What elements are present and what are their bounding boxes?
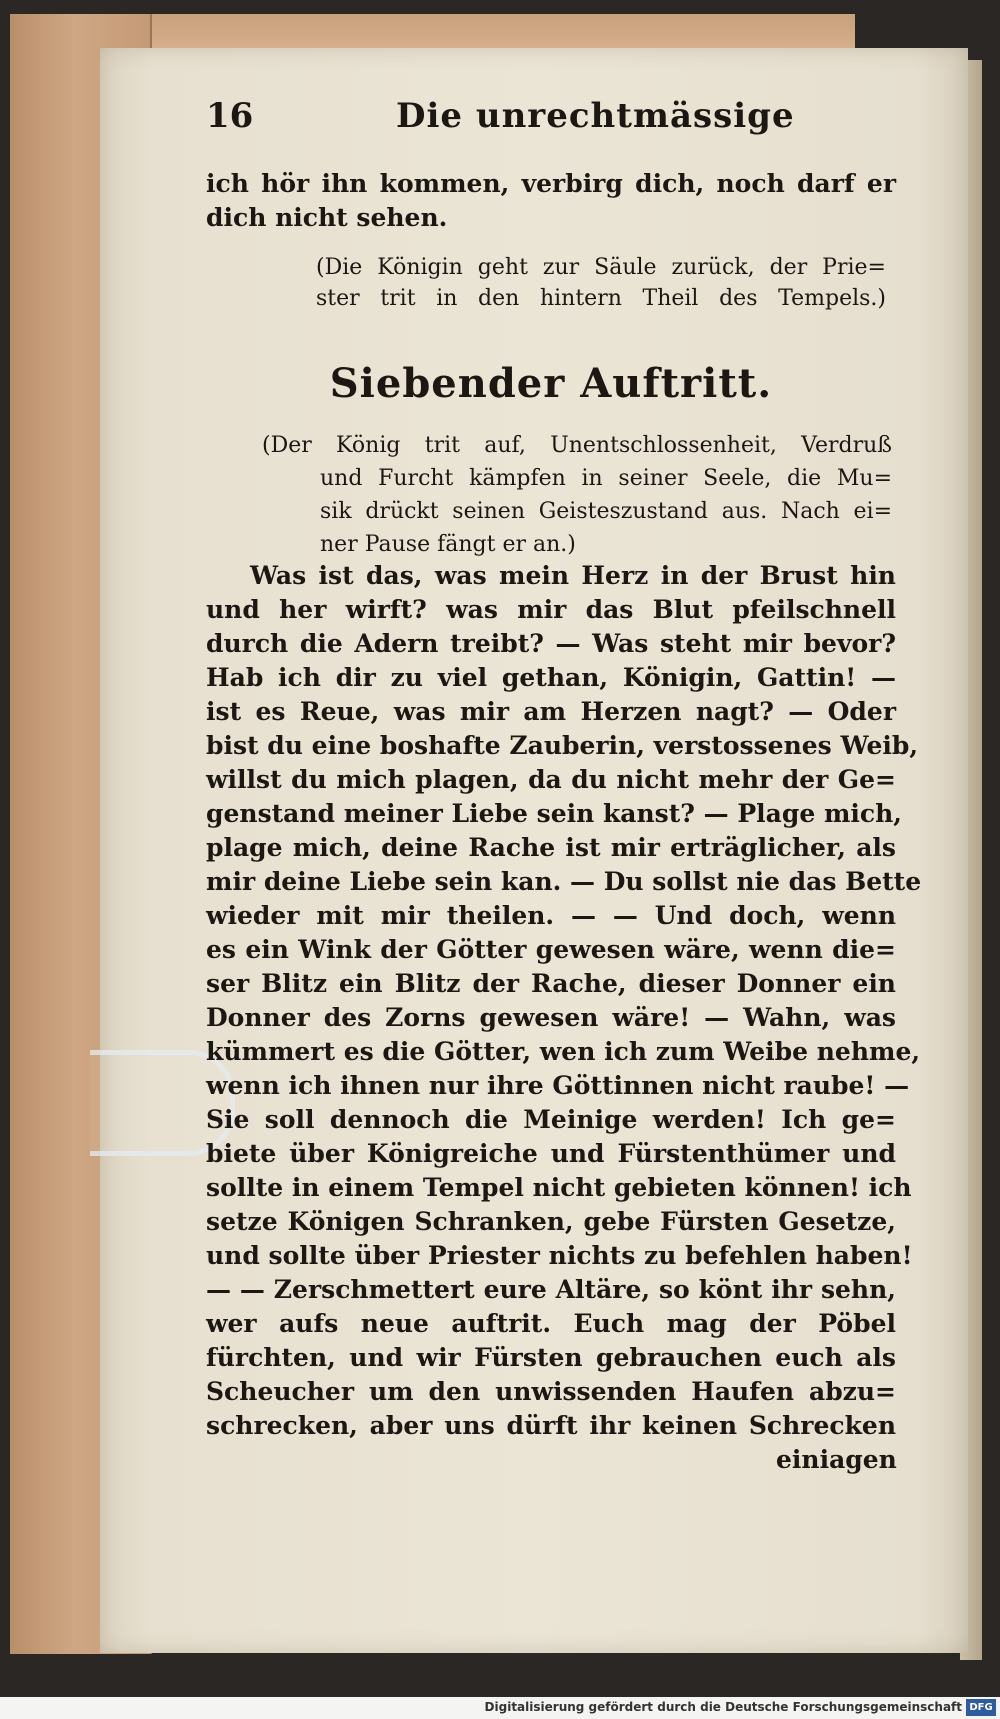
stage-line: (Die Königin geht zur Säule zurück, der Prie= (316, 255, 886, 280)
dfg-logo: DFG (966, 1699, 996, 1716)
text-line: und sollte über Priester nichts zu befehlen haben! (206, 1241, 913, 1270)
text-line: bist du eine boshafte Zauberin, verstossenes Weib, (206, 731, 919, 760)
stage-line: und Furcht kämpfen in seiner Seele, die Mu= (320, 466, 892, 491)
running-head: Die unrechtmässige (396, 96, 795, 136)
digitization-credit: Digitalisierung gefördert durch die Deutsche Forschungsgemeinschaft (484, 1700, 962, 1714)
stage-line: (Der König trit auf, Unentschlossenheit, Verdruß (262, 433, 892, 458)
text-line: Donner des Zorns gewesen wäre! — Wahn, was (206, 1003, 896, 1032)
text-line: setze Königen Schranken, gebe Fürsten Gesetze, (206, 1207, 896, 1236)
stage-line: sik drückt seinen Geisteszustand aus. Nach ei= (320, 499, 892, 524)
text-line: wenn ich ihnen nur ihre Göttinnen nicht raube! — (206, 1071, 910, 1100)
stage-line: ster trit in den hintern Theil des Tempels.) (316, 286, 886, 311)
text-line: Scheucher um den unwissenden Haufen abzu= (206, 1377, 896, 1406)
text-line: schrecken, aber uns dürft ihr keinen Schrecken (206, 1411, 896, 1440)
text-line: kümmert es die Götter, wen ich zum Weibe nehme, (206, 1037, 921, 1066)
text-line: sollte in einem Tempel nicht gebieten können! ich (206, 1173, 912, 1202)
text-line: Sie soll dennoch die Meinige werden! Ich ge= (206, 1105, 896, 1134)
text-line: biete über Königreiche und Fürstenthümer und (206, 1139, 896, 1168)
text-line: plage mich, deine Rache ist mir erträglicher, als (206, 833, 896, 862)
text-line: ser Blitz ein Blitz der Rache, dieser Donner ein (206, 969, 896, 998)
text-line: dich nicht sehen. (206, 203, 448, 232)
catchword: einiagen (776, 1445, 897, 1474)
text-line: und her wirft? was mir das Blut pfeilschnell (206, 595, 896, 624)
text-line: Hab ich dir zu viel gethan, Königin, Gattin! — (206, 663, 896, 692)
text-line: Was ist das, was mein Herz in der Brust hin (250, 561, 896, 590)
page-header (206, 96, 896, 146)
text-line: mir deine Liebe sein kan. — Du sollst nie das Bette (206, 867, 922, 896)
scene-heading: Siebender Auftritt. (329, 360, 773, 407)
text-line: fürchten, und wir Fürsten gebrauchen euch als (206, 1343, 896, 1372)
text-line: wer aufs neue auftrit. Euch mag der Pöbel (206, 1309, 896, 1338)
text-line: ich hör ihn kommen, verbirg dich, noch darf er (206, 169, 896, 198)
text-line: es ein Wink der Götter gewesen wäre, wenn die= (206, 935, 896, 964)
text-line: wieder mit mir theilen. — — Und doch, wenn (206, 901, 896, 930)
text-line: durch die Adern treibt? — Was steht mir bevor? (206, 629, 896, 658)
page-number: 16 (206, 96, 254, 136)
text-line: ist es Reue, was mir am Herzen nagt? — Oder (206, 697, 896, 726)
stage-line: ner Pause fängt er an.) (320, 532, 576, 557)
footer-bar (0, 1697, 1000, 1719)
text-line: willst du mich plagen, da du nicht mehr der Ge= (206, 765, 896, 794)
text-line: — — Zerschmettert eure Altäre, so könt ihr sehn, (206, 1275, 896, 1304)
text-line: genstand meiner Liebe sein kanst? — Plage mich, (206, 799, 902, 828)
